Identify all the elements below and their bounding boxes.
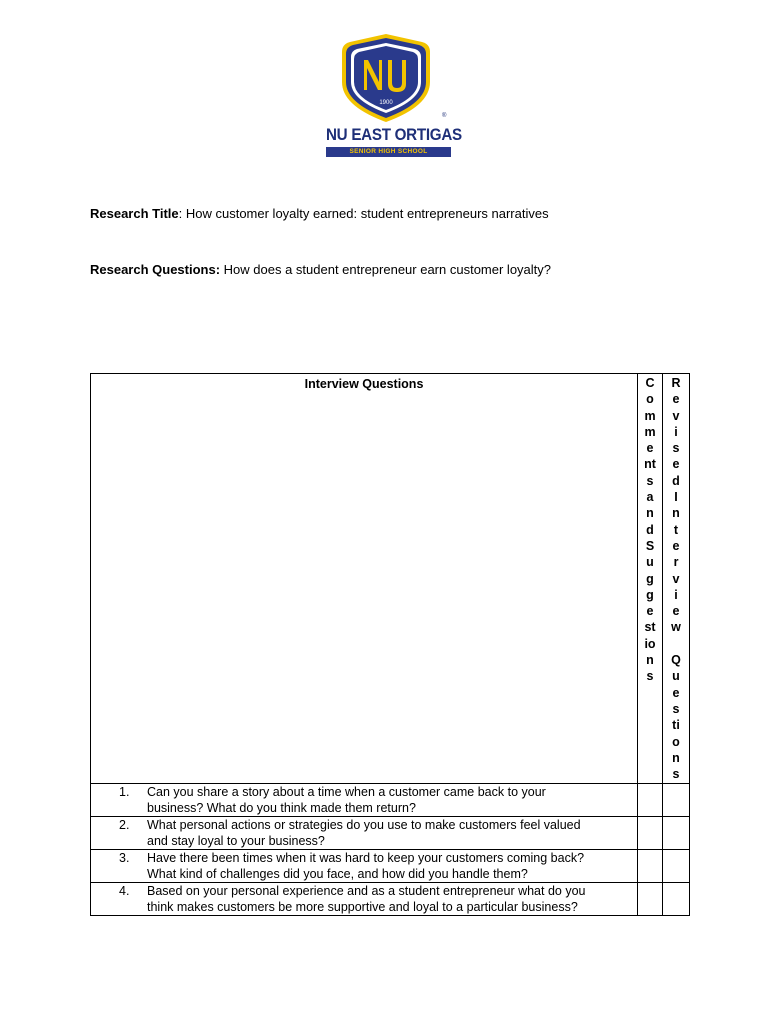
header-comments-suggestions: C o m m e nt s a n d S u g g e st io n s: [638, 374, 663, 784]
table-row: [91, 817, 690, 850]
header-revised-interview-questions: R e v i s e d I n t e r v i e w Q u e s ti o n s: [663, 374, 690, 784]
registered-mark: ®: [442, 113, 447, 119]
question-text-line1: Based on your personal experience and as a student entrepreneur what do you: [147, 884, 586, 898]
table-row: [91, 883, 690, 916]
comments-cell[interactable]: [638, 784, 663, 817]
table-header-row: [91, 374, 690, 784]
research-questions-value: How does a student entrepreneur earn customer loyalty?: [220, 262, 552, 277]
comments-cell[interactable]: [638, 883, 663, 916]
comments-cell[interactable]: [638, 817, 663, 850]
school-logo: [318, 30, 462, 160]
table-row: [91, 784, 690, 817]
research-title-value: : How customer loyalty earned: student entrepreneurs narratives: [178, 206, 549, 221]
research-questions-label: Research Questions:: [90, 262, 221, 277]
question-text-line1: Can you share a story about a time when a customer came back to your: [147, 785, 546, 799]
table-row: [91, 850, 690, 883]
interview-table: [90, 373, 690, 916]
question-number: 2.: [119, 818, 130, 832]
research-questions: [90, 262, 551, 277]
research-title-label: Research Title: [90, 206, 179, 221]
question-text-line2: and stay loyal to your business?: [147, 834, 325, 848]
header-interview-questions: Interview Questions: [91, 374, 638, 784]
revised-cell[interactable]: [663, 784, 690, 817]
shield-crest-icon: [318, 30, 454, 126]
revised-cell[interactable]: [663, 883, 690, 916]
school-name: NU EAST ORTIGAS: [326, 126, 462, 144]
question-number: 3.: [119, 851, 130, 865]
school-type-band: SENIOR HIGH SCHOOL: [326, 147, 451, 157]
question-text-line2: What kind of challenges did you face, and how did you handle them?: [147, 867, 528, 881]
question-text-line1: Have there been times when it was hard to keep your customers coming back?: [147, 851, 585, 865]
question-cell: [91, 850, 638, 883]
revised-cell[interactable]: [663, 850, 690, 883]
question-cell: [91, 817, 638, 850]
research-title: [90, 206, 549, 221]
svg-text:1900: 1900: [379, 100, 393, 106]
question-text-line2: business? What do you think made them return?: [147, 801, 416, 815]
question-text-line2: think makes customers be more supportive and loyal to a particular business?: [147, 900, 578, 914]
question-text-line1: What personal actions or strategies do you use to make customers feel valued: [147, 818, 581, 832]
comments-cell[interactable]: [638, 850, 663, 883]
question-cell: [91, 784, 638, 817]
question-number: 1.: [119, 785, 130, 799]
question-cell: [91, 883, 638, 916]
revised-cell[interactable]: [663, 817, 690, 850]
question-number: 4.: [119, 884, 130, 898]
